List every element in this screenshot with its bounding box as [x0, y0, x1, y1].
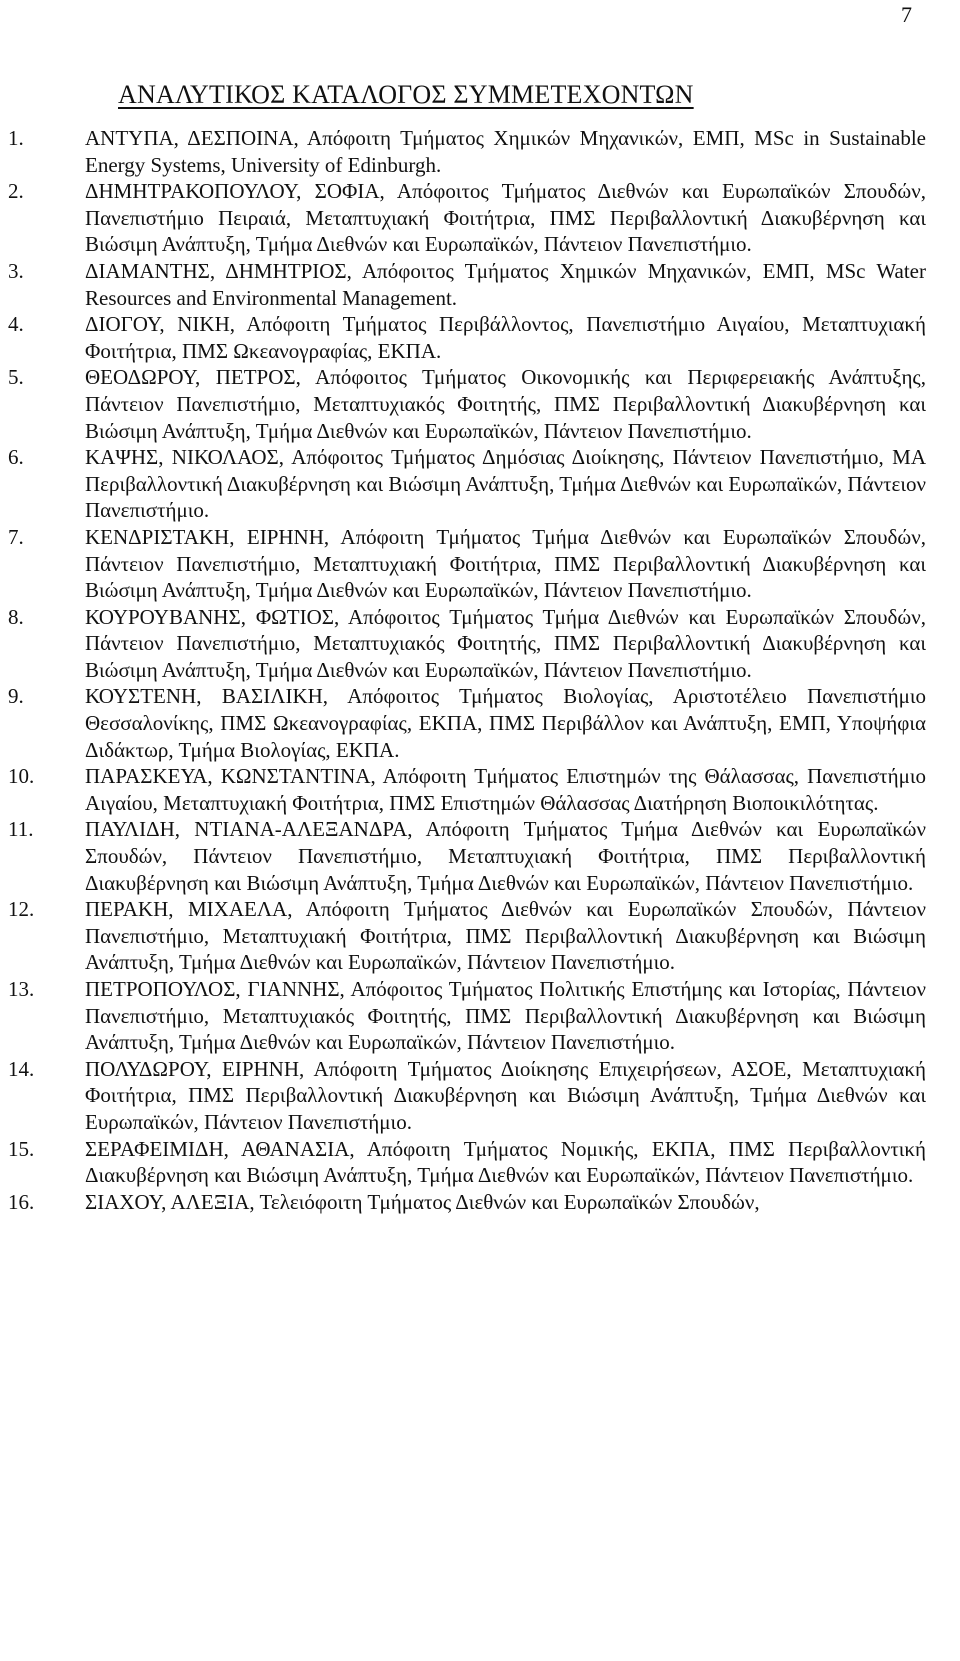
list-item — [0, 976, 960, 1056]
item-number: 16. — [8, 1189, 35, 1214]
item-number: 4. — [8, 312, 24, 337]
list-item — [0, 1136, 960, 1189]
item-text: ΠΑΥΛΙΔΗ, ΝΤΙΑΝΑ-ΑΛΕΞΑΝΔΡΑ, Απόφοιτη Τμήματος Τμήμα Διεθνών και Ευρωπαϊκών Σπουδών, Πάντειον Πανεπιστήμιο, Μεταπτυχιακή Φοιτήτρια, ΠΜΣ Περιβαλλοντική Διακυβέρνηση και Βιώσιμη Ανάπτυξη, Τμήμα Διεθνών και Ευρωπαϊκών, Πάντειον Πανεπιστήμιο. — [85, 817, 926, 895]
list-item — [0, 1056, 960, 1136]
item-text: ΣΙΑΧΟΥ, ΑΛΕΞΙΑ, Τελειόφοιτη Τμήματος Διεθνών και Ευρωπαϊκών Σπουδών, — [85, 1189, 760, 1214]
item-text: ΚΕΝΔΡΙΣΤΑΚΗ, ΕΙΡΗΝΗ, Απόφοιτη Τμήματος Τμήμα Διεθνών και Ευρωπαϊκών Σπουδών, Πάντειον Πανεπιστήμιο, Μεταπτυχιακή Φοιτήτρια, ΠΜΣ Περιβαλλοντική Διακυβέρνηση και Βιώσιμη Ανάπτυξη, Τμήμα Διεθνών και Ευρωπαϊκών, Πάντειον Πανεπιστήμιο. — [85, 524, 926, 603]
item-number: 2. — [8, 179, 24, 204]
item-text: ΠΟΛΥΔΩΡΟΥ, ΕΙΡΗΝΗ, Απόφοιτη Τμήματος Διοίκησης Επιχειρήσεων, ΑΣΟΕ, Μεταπτυχιακή Φοιτήτρια, ΠΜΣ Περιβαλλοντική Διακυβέρνηση και Βιώσιμη Ανάπτυξη, Τμήμα Διεθνών και Ευρωπαϊκών, Πάντειον Πανεπιστήμιο. — [85, 1056, 926, 1134]
item-text: ΚΟΥΡΟΥΒΑΝΗΣ, ΦΩΤΙΟΣ, Απόφοιτος Τμήματος Τμήμα Διεθνών και Ευρωπαϊκών Σπουδών, Πάντειον Πανεπιστήμιο, Μεταπτυχιακός Φοιτητής, ΠΜΣ Περιβαλλοντική Διακυβέρνηση και Βιώσιμη Ανάπτυξη, Τμήμα Διεθνών και Ευρωπαϊκών, Πάντειον Πανεπιστήμιο. — [85, 604, 926, 682]
item-number: 12. — [8, 897, 35, 922]
item-text: ΔΙΑΜΑΝΤΗΣ, ΔΗΜΗΤΡΙΟΣ, Απόφοιτος Τμήματος Χημικών Μηχανικών, ΕΜΠ, MSc Water Resources and Environmental Management. — [85, 258, 926, 310]
list-item — [0, 258, 960, 311]
item-number: 14. — [8, 1056, 35, 1081]
item-text: ΠΕΤΡΟΠΟΥΛΟΣ, ΓΙΑΝΝΗΣ, Απόφοιτος Τμήματος Πολιτικής Επιστήμης και Ιστορίας, Πάντειον Πανεπιστήμιο, Μεταπτυχιακός Φοιτητής, ΠΜΣ Περιβαλλοντική Διακυβέρνηση και Βιώσιμη Ανάπτυξη, Τμήμα Διεθνών και Ευρωπαϊκών, Πάντειον Πανεπιστήμιο. — [85, 977, 926, 1055]
item-number: 13. — [8, 977, 35, 1001]
item-text: ΣΕΡΑΦΕΙΜΙΔΗ, ΑΘΑΝΑΣΙΑ, Απόφοιτη Τμήματος Νομικής, ΕΚΠΑ, ΠΜΣ Περιβαλλοντική Διακυβέρνηση και Βιώσιμη Ανάπτυξη, Τμήμα Διεθνών και Ευρωπαϊκών, Πάντειον Πανεπιστήμιο. — [85, 1136, 926, 1188]
list-item — [0, 444, 960, 524]
item-number: 10. — [8, 764, 35, 789]
item-text: ΔΗΜΗΤΡΑΚΟΠΟΥΛΟΥ, ΣΟΦΙΑ, Απόφοιτος Τμήματος Διεθνών και Ευρωπαϊκών Σπουδών, Πανεπιστήμιο Πειραιά, Μεταπτυχιακή Φοιτήτρια, ΠΜΣ Περιβαλλοντική Διακυβέρνηση και Βιώσιμη Ανάπτυξη, Τμήμα Διεθνών και Ευρωπαϊκών, Πάντειον Πανεπιστήμιο. — [85, 179, 926, 257]
item-number: 9. — [8, 684, 24, 709]
item-text: ΠΕΡΑΚΗ, ΜΙΧΑΕΛΑ, Απόφοιτη Τμήματος Διεθνών και Ευρωπαϊκών Σπουδών, Πάντειον Πανεπιστήμιο, Μεταπτυχιακή Φοιτήτρια, ΠΜΣ Περιβαλλοντική Διακυβέρνηση και Βιώσιμη Ανάπτυξη, Τμήμα Διεθνών και Ευρωπαϊκών, Πάντειον Πανεπιστήμιο. — [85, 897, 926, 975]
participants-list — [0, 125, 960, 1215]
list-item — [0, 604, 960, 684]
page-number: 7 — [901, 2, 912, 27]
item-text: ΠΑΡΑΣΚΕΥΑ, ΚΩΝΣΤΑΝΤΙΝΑ, Απόφοιτη Τμήματος Επιστημών της Θάλασσας, Πανεπιστήμιο Αιγαίου, Μεταπτυχιακή Φοιτήτρια, ΠΜΣ Επιστημών Θάλασσας Διατήρηση Βιοποικιλότητας. — [85, 764, 926, 815]
item-text: ΑΝΤΥΠΑ, ΔΕΣΠΟΙΝΑ, Απόφοιτη Τμήματος Χημικών Μηχανικών, ΕΜΠ, MSc in Sustainable Energy Systems, University of Edinburgh. — [85, 126, 926, 177]
list-item — [0, 763, 960, 816]
list-item — [0, 896, 960, 976]
item-number: 3. — [8, 258, 24, 283]
item-number: 15. — [8, 1136, 35, 1161]
list-item — [0, 364, 960, 444]
list-item — [0, 816, 960, 896]
list-item — [0, 178, 960, 258]
list-item — [0, 524, 960, 604]
document-title: ΑΝΑΛΥΤΙΚΟΣ ΚΑΤΑΛΟΓΟΣ ΣΥΜΜΕΤΕΧΟΝΤΩΝ — [118, 80, 694, 109]
item-text: ΘΕΟΔΩΡΟΥ, ΠΕΤΡΟΣ, Απόφοιτος Τμήματος Οικονομικής και Περιφερειακής Ανάπτυξης, Πάντειον Πανεπιστήμιο, Μεταπτυχιακός Φοιτητής, ΠΜΣ Περιβαλλοντική Διακυβέρνηση και Βιώσιμη Ανάπτυξη, Τμήμα Διεθνών και Ευρωπαϊκών, Πάντειον Πανεπιστήμιο. — [85, 365, 926, 443]
item-number: 5. — [8, 365, 24, 390]
list-item — [0, 311, 960, 364]
item-number: 8. — [8, 604, 24, 629]
item-text: ΚΟΥΣΤΕΝΗ, ΒΑΣΙΛΙΚΗ, Απόφοιτος Τμήματος Βιολογίας, Αριστοτέλειο Πανεπιστήμιο Θεσσαλονίκης, ΠΜΣ Ωκεανογραφίας, ΕΚΠΑ, ΠΜΣ Περιβάλλον και Ανάπτυξη, ΕΜΠ, Υποψήφια Διδάκτωρ, Τμήμα Βιολογίας, ΕΚΠΑ. — [85, 684, 926, 762]
item-number: 7. — [8, 524, 24, 549]
item-text: ΔΙΟΓΟΥ, ΝΙΚΗ, Απόφοιτη Τμήματος Περιβάλλοντος, Πανεπιστήμιο Αιγαίου, Μεταπτυχιακή Φοιτήτρια, ΠΜΣ Ωκεανογραφίας, ΕΚΠΑ. — [85, 312, 926, 363]
item-number: 1. — [8, 126, 24, 150]
item-text: ΚΑΨΗΣ, ΝΙΚΟΛΑΟΣ, Απόφοιτος Τμήματος Δημόσιας Διοίκησης, Πάντειον Πανεπιστήμιο, MA Περιβαλλοντική Διακυβέρνηση και Βιώσιμη Ανάπτυξη, Τμήμα Διεθνών και Ευρωπαϊκών, Πάντειον Πανεπιστήμιο. — [85, 445, 926, 523]
item-number: 11. — [8, 817, 34, 842]
item-number: 6. — [8, 445, 24, 470]
list-item — [0, 1189, 960, 1216]
list-item — [0, 125, 960, 178]
list-item — [0, 683, 960, 763]
